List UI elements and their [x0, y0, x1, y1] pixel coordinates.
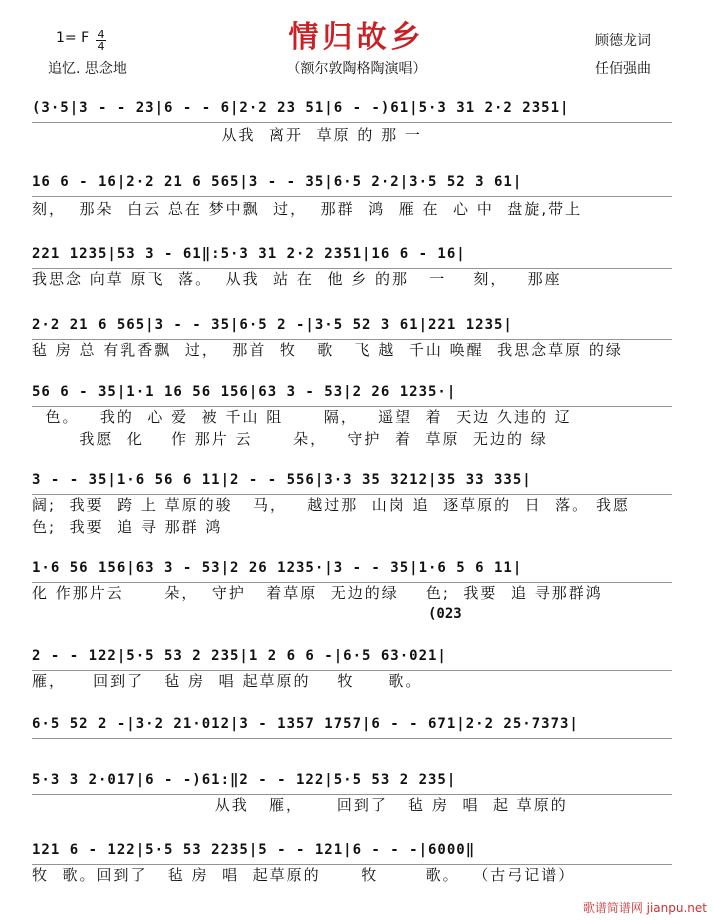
beam-line	[32, 196, 672, 197]
note-line: (3·5|3 - - 23|6 - - 6|2·2 23 51|6 - -)61|5·3 31 2·2 2351|	[32, 100, 570, 116]
lyric-line: 我愿 化 作 那片 云 朵， 守护 着 草原 无边的 绿	[32, 430, 548, 448]
lyric-line: 牧 歌。回到了 毡 房 唱 起草原的 牧 歌。 （古弓记谱）	[32, 866, 576, 884]
beam-line	[32, 122, 672, 123]
lyric-line: 雁， 回到了 毡 房 唱 起草原的 牧 歌。	[32, 672, 423, 690]
lyric-line: 从我 离开 草原 的 那 一	[32, 126, 422, 144]
lyricist-credit: 顾德龙词	[595, 33, 651, 49]
note-line: 56 6 - 35|1·1 16 56 156|63 3 - 53|2 26 1235·|	[32, 384, 457, 400]
note-line: 16 6 - 16|2·2 21 6 565|3 - - 35|6·5 2·2|3·5 52 3 61|	[32, 174, 523, 190]
lyric-line: 色。 我的 心 爱 被 千山 阻 隔， 遥望 着 天边 久违的 辽	[32, 408, 572, 426]
tempo-marking: 追忆. 思念地	[48, 61, 127, 77]
note-line: 6·5 52 2 -|3·2 21·012|3 - 1357 1757|6 - - 671|2·2 25·7373|	[32, 716, 579, 732]
key-signature: 1= F	[56, 30, 90, 46]
note-line: 3 - - 35|1·6 56 6 11|2 - - 556|3·3 35 3212|35 33 335|	[32, 472, 532, 488]
site-watermark: 歌谱简谱网 jianpu.net	[582, 901, 707, 915]
note-line: 2 - - 122|5·5 53 2 235|1 2 6 6 -|6·5 63·021|	[32, 648, 447, 664]
note-line: 1·6 56 156|63 3 - 53|2 26 1235·|3 - - 35|1·6 5 6 11|	[32, 560, 523, 576]
lyric-line: 我思念 向草 原飞 落。 从我 站 在 他 乡 的那 一 刻， 那座	[32, 270, 562, 288]
time-signature	[96, 29, 106, 52]
note-line: 2·2 21 6 565|3 - - 35|6·5 2 -|3·5 52 3 61|221 1235|	[32, 317, 513, 333]
note-line: 5·3 3 2·017|6 - -)61:‖2 - - 122|5·5 53 2 235|	[32, 772, 457, 788]
lyric-line: 化 作那片云 朵， 守护 着草原 无边的绿 色; 我要 追 寻那群鸿	[32, 584, 603, 602]
lyric-line: 毡 房 总 有乳香飘 过， 那首 牧 歌 飞 越 千山 唤醒 我思念草原 的绿	[32, 341, 623, 359]
meter-top: 4	[97, 28, 105, 41]
lyric-line: 刻， 那朵 白云 总在 梦中飘 过， 那群 鸿 雁 在 心 中 盘旋,带上	[32, 200, 583, 218]
note-line: 221 1235|53 3 - 61‖:5·3 31 2·2 2351|16 6 - 16|	[32, 246, 466, 262]
page-title: 情归故乡	[288, 20, 425, 55]
lyric-line: 阔; 我要 跨 上 草原的骏 马， 越过那 山岗 追 逐草原的 日 落。 我愿	[32, 496, 630, 514]
singer-credit: （额尔敦陶格陶演唱）	[286, 61, 427, 77]
lyric-line: 从我 雁， 回到了 毡 房 唱 起 草原的	[32, 796, 568, 814]
lyric-line: 色; 我要 追 寻 那群 鸿	[32, 518, 223, 536]
meter-bottom: 4	[97, 40, 105, 53]
composer-credit: 任佰强曲	[595, 61, 651, 77]
pickup-notes: (023	[428, 606, 462, 622]
note-line: 121 6 - 122|5·5 53 2235|5 - - 121|6 - - -|6000‖	[32, 842, 476, 858]
beam-line	[32, 738, 672, 739]
